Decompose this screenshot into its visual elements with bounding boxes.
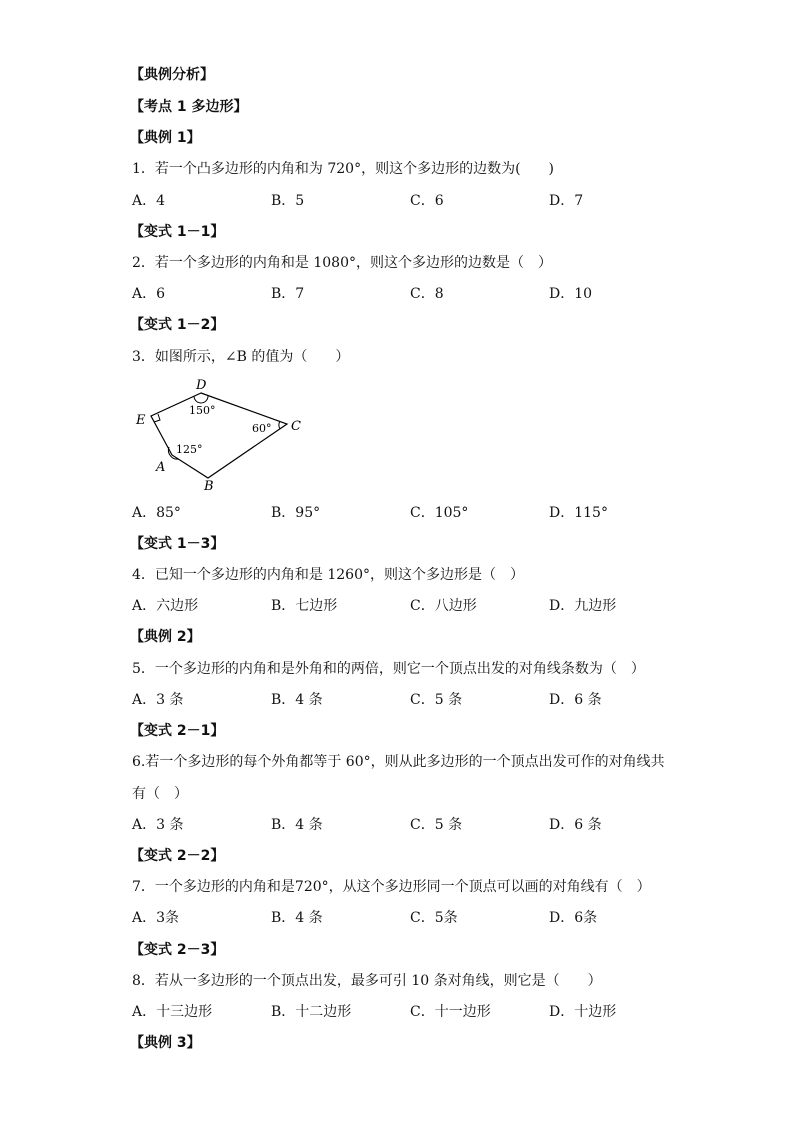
q6-option-d[interactable]: D．6 条	[549, 817, 602, 833]
q4-option-c[interactable]: C．八边形	[410, 598, 477, 614]
q8-option-c[interactable]: C．十一边形	[410, 1004, 491, 1020]
vertex-label-c: C	[291, 419, 301, 434]
q8-option-a[interactable]: A．十三边形	[132, 1004, 213, 1020]
q6-option-a[interactable]: A．3 条	[132, 817, 184, 833]
angle-label-a: 125°	[176, 443, 203, 456]
q8-option-b[interactable]: B．十二边形	[271, 1004, 352, 1020]
variant-1-1-heading: 【变式 1－1】	[130, 224, 225, 240]
q4-option-a[interactable]: A．六边形	[132, 598, 199, 614]
question-8: 8．若从一多边形的一个顶点出发，最多可引 10 条对角线，则它是（ ）	[132, 973, 602, 989]
q3-option-c[interactable]: C．105°	[410, 505, 469, 521]
q5-option-a[interactable]: A．3 条	[132, 692, 184, 708]
vertex-label-d: D	[196, 378, 207, 393]
question-4: 4．已知一个多边形的内角和是 1260°，则这个多边形是（ ）	[132, 567, 524, 583]
q1-option-b[interactable]: B．5	[271, 193, 305, 209]
angle-arc-d	[194, 396, 208, 403]
variant-1-3-heading: 【变式 1－3】	[130, 536, 225, 552]
q4-option-d[interactable]: D．九边形	[549, 598, 617, 614]
q2-option-b[interactable]: B．7	[271, 286, 305, 302]
q2-option-a[interactable]: A．6	[132, 286, 166, 302]
question-5: 5．一个多边形的内角和是外角和的两倍，则它一个顶点出发的对角线条数为（ ）	[132, 661, 645, 677]
angle-label-d: 150°	[189, 404, 216, 417]
variant-1-2-heading: 【变式 1－2】	[130, 317, 225, 333]
q1-option-a[interactable]: A．4	[132, 193, 166, 209]
pentagon-figure	[128, 372, 318, 496]
question-2: 2．若一个多边形的内角和是 1080°，则这个多边形的边数是（ ）	[132, 255, 552, 271]
q7-option-c[interactable]: C．5条	[410, 910, 458, 926]
pentagon-shape	[151, 393, 287, 478]
q4-option-b[interactable]: B．七边形	[271, 598, 338, 614]
q5-option-c[interactable]: C．5 条	[410, 692, 463, 708]
question-6: 6.若一个多边形的每个外角都等于 60°，则从此多边形的一个顶点出发可作的对角线共	[132, 754, 665, 770]
variant-2-2-heading: 【变式 2－2】	[130, 848, 225, 864]
question-7: 7．一个多边形的内角和是720°，从这个多边形同一个顶点可以画的对角线有（ ）	[132, 879, 651, 895]
q7-option-d[interactable]: D．6条	[549, 910, 598, 926]
q8-option-d[interactable]: D．十边形	[549, 1004, 617, 1020]
variant-2-3-heading: 【变式 2－3】	[130, 942, 225, 958]
q3-option-b[interactable]: B．95°	[271, 505, 321, 521]
q5-option-d[interactable]: D．6 条	[549, 692, 602, 708]
example-3-heading: 【典例 3】	[130, 1035, 201, 1051]
q7-option-b[interactable]: B．4 条	[271, 910, 323, 926]
q5-option-b[interactable]: B．4 条	[271, 692, 323, 708]
q2-option-d[interactable]: D．10	[549, 286, 593, 302]
q7-option-a[interactable]: A．3条	[132, 910, 180, 926]
vertex-label-a: A	[156, 460, 166, 475]
q1-option-d[interactable]: D．7	[549, 193, 584, 209]
variant-2-1-heading: 【变式 2－1】	[130, 723, 225, 739]
question-1: 1．若一个凸多边形的内角和为 720°，则这个多边形的边数为( )	[132, 161, 555, 177]
q3-option-a[interactable]: A．85°	[132, 505, 181, 521]
right-angle-e	[154, 414, 160, 422]
question-6-continued: 有（ ）	[132, 786, 188, 802]
example-2-heading: 【典例 2】	[130, 629, 201, 645]
section-heading: 【典例分析】	[130, 67, 214, 83]
vertex-label-e: E	[136, 413, 146, 428]
q3-option-d[interactable]: D．115°	[549, 505, 608, 521]
q6-option-c[interactable]: C．5 条	[410, 817, 463, 833]
q2-option-c[interactable]: C．8	[410, 286, 444, 302]
angle-label-c: 60°	[252, 422, 272, 435]
question-3: 3．如图所示，∠B 的值为（ ）	[132, 349, 350, 365]
topic-heading: 【考点 1 多边形】	[130, 99, 248, 115]
q1-option-c[interactable]: C．6	[410, 193, 444, 209]
angle-arc-c	[279, 421, 280, 429]
vertex-label-b: B	[204, 479, 214, 494]
q6-option-b[interactable]: B．4 条	[271, 817, 323, 833]
example-1-heading: 【典例 1】	[130, 130, 201, 146]
